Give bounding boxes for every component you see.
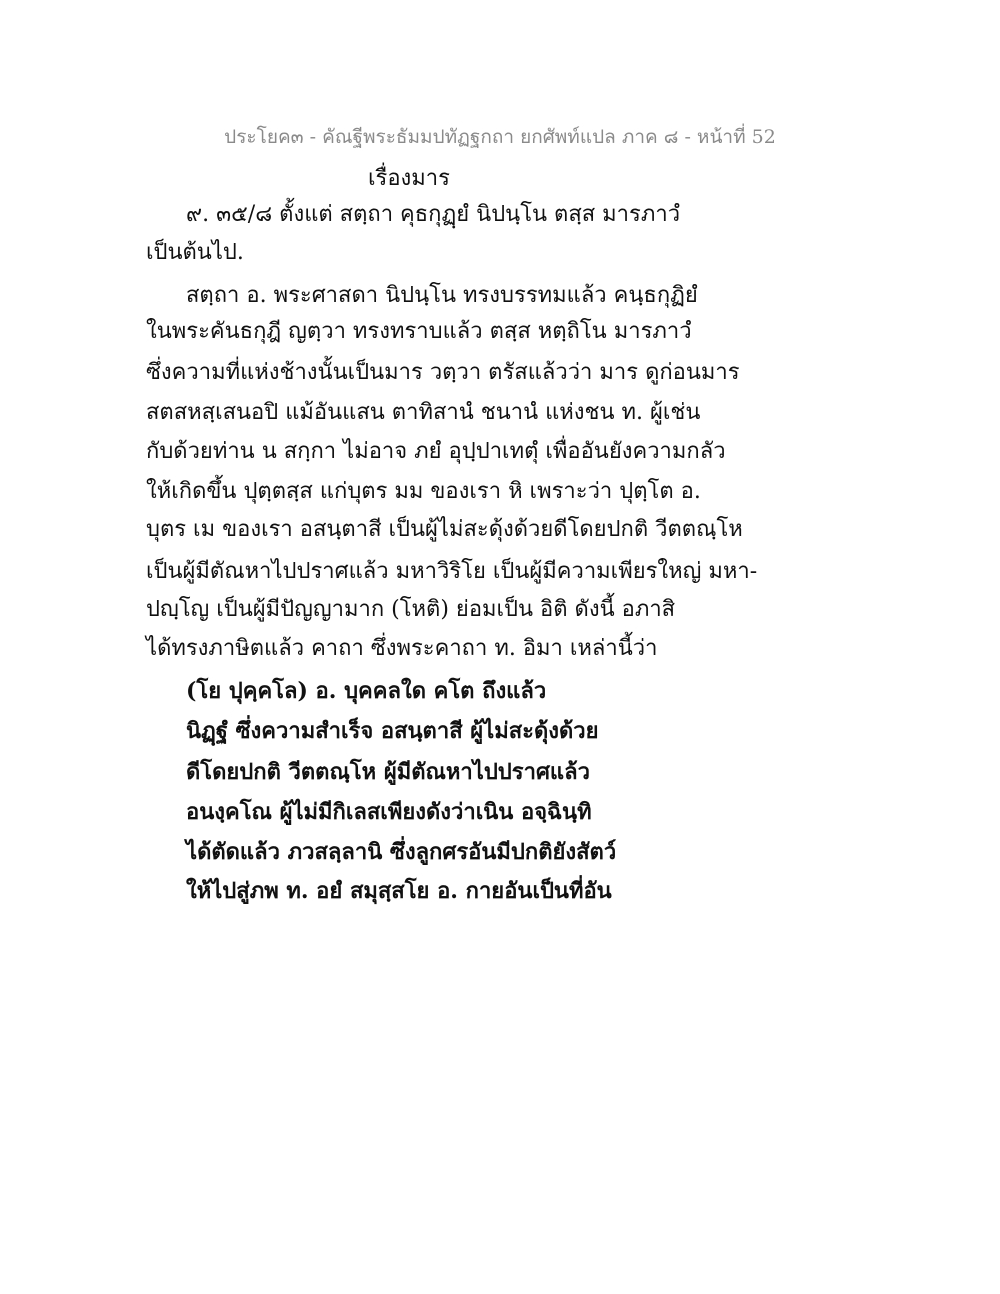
paragraph-line-1: สตฺถา อ. พระศาสดา นิปนฺโน ทรงบรรทมแล้ว คนฺธกุฏิยํ: [186, 283, 698, 308]
intro-line-2: เป็นต้นไป.: [146, 240, 244, 265]
page-header: ประโยค๓ - คัณฐีพระธัมมปทัฏฐกถา ยกศัพท์แปล ภาค ๘ - หน้าที่ 52: [224, 126, 776, 148]
verse-line-6: ให้ไปสู่ภพ ท. อยํ สมุสฺสโย อ. กายอันเป็นที่อัน: [186, 878, 612, 904]
verse-line-3: ดีโดยปกติ วีตตณฺโห ผู้มีตัณหาไปปราศแล้ว: [186, 759, 590, 785]
paragraph-line-9: ปญฺโญ เป็นผู้มีปัญญามาก (โหติ) ย่อมเป็น อิติ ดังนี้ อภาสิ: [146, 597, 676, 622]
story-title: เรื่องมาร: [368, 166, 450, 191]
verse-line-5: ได้ตัดแล้ว ภวสลฺลานิ ซึ่งลูกศรอันมีปกติยังสัตว์: [186, 839, 617, 865]
paragraph-line-2: ในพระคันธกุฎี ญตฺวา ทรงทราบแล้ว ตสฺส หตฺถิโน มารภาวํ: [146, 319, 692, 344]
paragraph-line-6: ให้เกิดขึ้น ปุตฺตสฺส แก่บุตร มม ของเรา หิ เพราะว่า ปุตฺโต อ.: [146, 479, 701, 504]
paragraph-line-5: กับด้วยท่าน น สกฺกา ไม่อาจ ภยํ อุปฺปาเทตุํ เพื่ออันยังความกลัว: [146, 439, 726, 464]
paragraph-line-7: บุตร เม ของเรา อสนฺตาสี เป็นผู้ไม่สะดุ้งด้วยดีโดยปกติ วีตตณฺโห: [146, 517, 743, 542]
intro-line-1: ๙. ๓๕/๘ ตั้งแต่ สตฺถา คุธกุฏฺยํ นิปนฺโน ตสฺส มารภาวํ: [186, 202, 681, 227]
paragraph-line-4: สตสหสฺเสนอปิ แม้อันแสน ตาทิสานํ ชนานํ แห่งชน ท. ผู้เช่น: [146, 400, 701, 425]
verse-line-4: อนงฺคโณ ผู้ไม่มีกิเลสเพียงดังว่าเนิน อจฺฉินฺทิ: [186, 799, 592, 825]
paragraph-line-8: เป็นผู้มีตัณหาไปปราศแล้ว มหาวิริโย เป็นผู้มีความเพียรใหญ่ มหา-: [146, 559, 758, 584]
paragraph-line-3: ซึ่งความที่แห่งช้างนั้นเป็นมาร วตฺวา ตรัสแล้วว่า มาร ดูก่อนมาร: [146, 360, 740, 385]
verse-line-2: นิฏฺฐํ ซึ่งความสำเร็จ อสนฺตาสี ผู้ไม่สะดุ้งด้วย: [186, 718, 599, 744]
paragraph-line-10: ได้ทรงภาษิตแล้ว คาถา ซึ่งพระคาถา ท. อิมา เหล่านี้ว่า: [146, 636, 658, 661]
verse-line-1: (โย ปุคฺคโล) อ. บุคคลใด คโต ถึงแล้ว: [186, 678, 547, 704]
